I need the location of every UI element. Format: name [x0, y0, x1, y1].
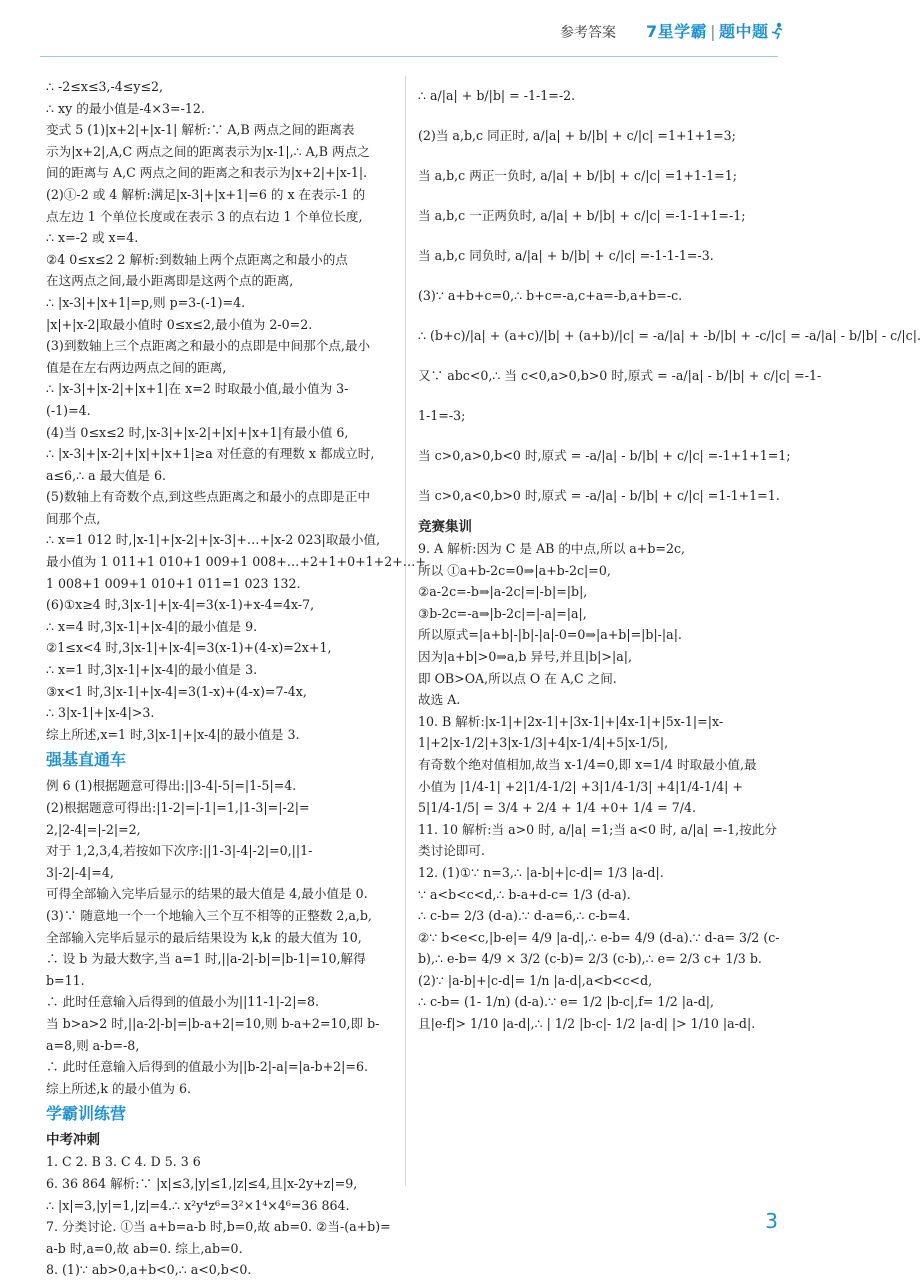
text-line: 对于 1,2,3,4,若按如下次序:||1-3|-4|-2|=0,||1- [46, 843, 313, 859]
brand-name: 7星学霸 [646, 22, 708, 41]
text-line: 9. A 解析:因为 C 是 AB 的中点,所以 a+b=2c, [418, 541, 686, 556]
text-line: (2)∵ |a-b|+|c-d|= 1/n |a-d|,a<b<c<d, [418, 972, 653, 988]
text-line: 当 b>a>2 时,||a-2|-b|=|b-a+2|=10,则 b-a+2=10,即 b- [46, 1015, 380, 1031]
text-line: ∴ (b+c)/|a| + (a+c)/|b| + (a+b)/|c| = -a/|a| + -b/|b| + -c/|c| = -a/|a| - b/|b| - c/|c|. [418, 328, 921, 343]
text-line: 有奇数个绝对值相加,故当 x-1/4=0,即 x=1/4 时取最小值,最 [418, 756, 757, 772]
brand-separator: | [710, 22, 717, 41]
text-line: 当 a,b,c 两正一负时, a/|a| + b/|b| + c/|c| =1+1-1=1; [418, 168, 737, 183]
text-line: (6)①x≥4 时,3|x-1|+|x-4|=3(x-1)+x-4=4x-7, [46, 597, 315, 613]
text-line: ②a-2c=-b⇒|a-2c|=|-b|=|b|, [418, 584, 588, 600]
subsection-title-zhongkao: 中考冲刺 [46, 1132, 100, 1149]
text-line: 值是在左右两边两点之间的距离, [46, 359, 227, 375]
text-line: 当 a,b,c 一正两负时, a/|a| + b/|b| + c/|c| =-1-1+1=-1; [418, 208, 746, 223]
text-line: 8. (1)∵ ab>0,a+b<0,∴ a<0,b<0. [46, 1262, 252, 1278]
text-line: ∴ |x|=3,|y|=1,|z|=4.∴ x²y⁴z⁶=3²×1⁴×4⁶=36 864. [46, 1197, 350, 1213]
text-line: ∴ 此时任意输入后得到的值最小为||11-1|-2|=8. [46, 994, 320, 1010]
right-column [418, 76, 921, 1035]
right-block-1 [418, 76, 921, 516]
text-line: 点左边 1 个单位长度或在表示 3 的点右边 1 个单位长度, [46, 208, 363, 224]
text-line: (-1)=4. [46, 402, 91, 418]
brand-subtitle: 题中题 [719, 22, 769, 41]
text-line: 综上所述,x=1 时,3|x-1|+|x-4|的最小值是 3. [46, 726, 300, 742]
text-line: ③x<1 时,3|x-1|+|x-4|=3(1-x)+(4-x)=7-4x, [46, 683, 307, 699]
left-column [46, 76, 426, 1281]
text-line: 10. B 解析:|x-1|+|2x-1|+|3x-1|+|4x-1|+|5x-1|=|x- [418, 713, 724, 729]
text-line: 所以原式=|a+b|-|b|-|a|-0=0⇒|a+b|=|b|-|a|. [418, 627, 682, 643]
text-line: 又∵ abc<0,∴ 当 c<0,a>0,b>0 时,原式 = -a/|a| - b/|b| + c/|c| =-1- [418, 368, 822, 383]
text-line: 在这两点之间,最小距离即是这两个点的距离, [46, 273, 294, 289]
text-line: 1 008+1 009+1 010+1 011=1 023 132. [46, 575, 301, 591]
text-line: 示为|x+2|,A,C 两点之间的距离表示为|x-1|,∴ A,B 两点之 [46, 143, 370, 159]
text-line: (2)①-2 或 4 解析:满足|x-3|+|x+1|=6 的 x 在表示-1 的 [46, 186, 366, 202]
left-block-3 [46, 1151, 396, 1281]
answer-key-label: 参考答案 [560, 25, 616, 41]
text-line: ∴ 此时任意输入后得到的值最小为||b-2|-a|=|a-b+2|=6. [46, 1059, 368, 1075]
text-line: 变式 5 (1)|x+2|+|x-1| 解析:∵ A,B 两点之间的距离表 [46, 122, 355, 138]
runner-icon [770, 22, 784, 40]
text-line: 间的距离与 A,C 两点之间的距离之和表示为|x+2|+|x-1|. [46, 165, 368, 181]
text-line: a-b 时,a=0,故 ab=0. 综上,ab=0. [46, 1240, 243, 1256]
text-line: 综上所述,k 的最小值为 6. [46, 1080, 192, 1096]
text-line: ∴ |x-3|+|x-2|+|x|+|x+1|≥a 对任意的有理数 x 都成立时, [46, 446, 375, 462]
text-line: 当 c>0,a<0,b>0 时,原式 = -a/|a| - b/|b| + c/|c| =1-1+1=1. [418, 488, 780, 503]
section-title-xueba: 学霸训练营 [46, 1104, 127, 1124]
text-line: b),∴ e-b= 4/9 × 3/2 (c-b)= 2/3 (c-b),∴ e= 2/3 c+ 1/3 b. [418, 951, 762, 967]
text-line: (2)当 a,b,c 同正时, a/|a| + b/|b| + c/|c| =1+1+1=3; [418, 128, 736, 143]
text-line: ②1≤x<4 时,3|x-1|+|x-4|=3(x-1)+(4-x)=2x+1, [46, 640, 332, 656]
text-line: a≤6,∴ a 最大值是 6. [46, 467, 166, 483]
section-title-qiangji: 强基直通车 [46, 750, 127, 770]
text-line: 当 a,b,c 同负时, a/|a| + b/|b| + c/|c| =-1-1-1=-3. [418, 248, 714, 263]
text-line: ∴ 设 b 为最大数字,当 a=1 时,||a-2|-b|=|b-1|=10,解得 [46, 951, 366, 967]
text-line: 2,|2-4|=|-2|=2, [46, 821, 141, 837]
text-line: 3|-2|-4|=4, [46, 864, 114, 880]
text-line: 所以 ①a+b-2c=0⇒|a+b-2c|=0, [418, 562, 611, 578]
text-line: 因为|a+b|>0⇒a,b 异号,并且|b|>|a|, [418, 648, 632, 664]
text-line: ②∵ b<e<c,|b-e|= 4/9 |a-d|,∴ e-b= 4/9 (d-a).∵ d-a= 3/2 (c- [418, 929, 780, 945]
text-line: (3)∵ 随意地一个一个地输入三个互不相等的正整数 2,a,b, [46, 907, 372, 923]
text-line: 最小值为 1 011+1 010+1 009+1 008+…+2+1+0+1+2+…+ [46, 554, 426, 570]
text-line: 小值为 |1/4-1| +2|1/4-1/2| +3|1/4-1/3| +4|1/4-1/4| + [418, 778, 743, 794]
text-line: 例 6 (1)根据题意可得出:||3-4|-5|=|1-5|=4. [46, 778, 297, 794]
text-line: ∴ |x-3|+|x+1|=p,则 p=3-(-1)=4. [46, 294, 246, 310]
text-line: 类讨论即可. [418, 843, 485, 859]
text-line: ∴ |x-3|+|x-2|+|x+1|在 x=2 时取最小值,最小值为 3- [46, 381, 349, 397]
text-line: 11. 10 解析:当 a>0 时, a/|a| =1;当 a<0 时, a/|a| =-1,按此分 [418, 821, 777, 837]
page-header [0, 0, 800, 72]
text-line: ∴ 3|x-1|+|x-4|>3. [46, 705, 155, 721]
text-line: 5|1/4-1/5| = 3/4 + 2/4 + 1/4 +0+ 1/4 = 7/4. [418, 800, 696, 816]
text-line: (4)当 0≤x≤2 时,|x-3|+|x-2|+|x|+|x+1|有最小值 6, [46, 424, 349, 440]
text-line: 当 c>0,a>0,b<0 时,原式 = -a/|a| - b/|b| + c/|c| =-1+1+1=1; [418, 448, 791, 463]
text-line: ∴ -2≤x≤3,-4≤y≤2, [46, 79, 164, 94]
text-line: ∴ x=1 012 时,|x-1|+|x-2|+|x-3|+…+|x-2 023|取最小值, [46, 532, 381, 548]
text-line: 全部输入完毕后显示的最后结果设为 k,k 的最大值为 10, [46, 929, 362, 945]
page-number: 3 [765, 1209, 778, 1233]
left-block-2 [46, 775, 396, 1099]
left-block-1 [46, 76, 426, 745]
text-line: ∴ x=1 时,3|x-1|+|x-4|的最小值是 3. [46, 662, 258, 678]
column-divider [405, 76, 406, 1186]
text-line: 可得全部输入完毕后显示的结果的最大值是 4,最小值是 0. [46, 886, 368, 902]
text-line: ∴ xy 的最小值是-4×3=-12. [46, 100, 205, 116]
text-line: ∵ a<b<c<d,∴ b-a+d-c= 1/3 (d-a). [418, 886, 631, 902]
text-line: ∴ c-b= (1- 1/n) (d-a).∵ e= 1/2 |b-c|,f= 1/2 |a-d|, [418, 994, 715, 1010]
text-line: ③b-2c=-a⇒|b-2c|=|-a|=|a|, [418, 605, 587, 621]
text-line: 1-1=-3; [418, 408, 466, 423]
text-line: 7. 分类讨论. ①当 a+b=a-b 时,b=0,故 ab=0. ②当-(a+b)= [46, 1219, 391, 1235]
text-line: 间那个点, [46, 510, 101, 526]
text-line: (3)∵ a+b+c=0,∴ b+c=-a,c+a=-b,a+b=-c. [418, 288, 683, 303]
text-line: ∴ x=4 时,3|x-1|+|x-4|的最小值是 9. [46, 618, 258, 634]
header-divider [40, 56, 778, 57]
text-line: 且|e-f|> 1/10 |a-d|,∴ | 1/2 |b-c|- 1/2 |a-d| |> 1/10 |a-d|. [418, 1016, 756, 1032]
text-line: 即 OB>OA,所以点 O 在 A,C 之间. [418, 670, 617, 686]
right-block-2 [418, 538, 780, 1035]
subsection-title-jingsai: 竞赛集训 [418, 519, 472, 535]
text-line: 故选 A. [418, 692, 461, 708]
text-line: (5)数轴上有奇数个点,到这些点距离之和最小的点即是正中 [46, 489, 371, 505]
text-line: (2)根据题意可得出:|1-2|=|-1|=1,|1-3|=|-2|= [46, 800, 310, 815]
text-line: a=8,则 a-b=-8, [46, 1037, 140, 1053]
text-line: ∴ x=-2 或 x=4. [46, 230, 139, 246]
text-line: (3)到数轴上三个点距离之和最小的点即是中间那个点,最小 [46, 338, 371, 354]
brand-logo [646, 19, 769, 42]
text-line: 12. (1)①∵ n=3,∴ |a-b|+|c-d|= 1/3 |a-d|. [418, 864, 664, 880]
text-line: ②4 0≤x≤2 2 解析:到数轴上两个点距离之和最小的点 [46, 251, 348, 267]
text-line: |x|+|x-2|取最小值时 0≤x≤2,最小值为 2-0=2. [46, 316, 313, 332]
text-line: 1. C 2. B 3. C 4. D 5. 3 6 [46, 1154, 201, 1170]
text-line: 6. 36 864 解析:∵ |x|≤3,|y|≤1,|z|≤4,且|x-2y+z|=9, [46, 1175, 358, 1191]
text-line: ∴ a/|a| + b/|b| = -1-1=-2. [418, 88, 576, 103]
text-line: ∴ c-b= 2/3 (d-a).∵ d-a=6,∴ c-b=4. [418, 908, 631, 924]
text-line: b=11. [46, 972, 85, 988]
text-line: 1|+2|x-1/2|+3|x-1/3|+4|x-1/4|+5|x-1/5|, [418, 735, 669, 751]
